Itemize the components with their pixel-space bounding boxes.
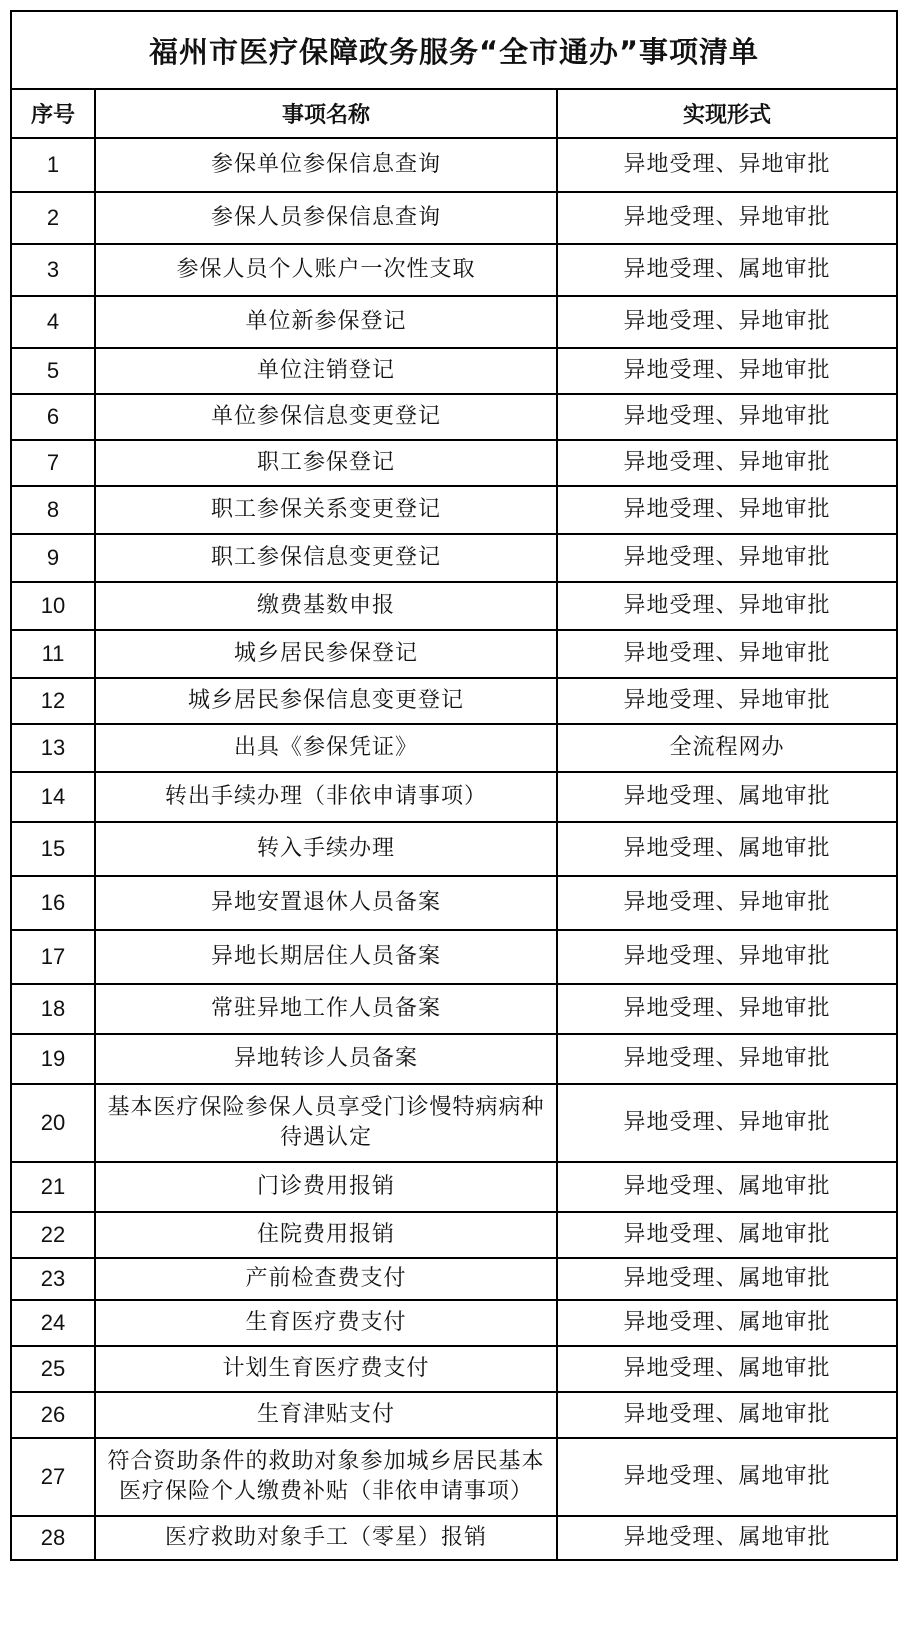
table-row [11, 394, 897, 440]
service-list-table [10, 10, 898, 1561]
row-form: 异地受理、属地审批 [557, 244, 897, 296]
row-index: 19 [11, 1034, 95, 1084]
row-item-name: 城乡居民参保信息变更登记 [95, 678, 557, 724]
row-item-name: 医疗救助对象手工（零星）报销 [95, 1516, 557, 1560]
row-form: 异地受理、属地审批 [557, 1346, 897, 1392]
table-row [11, 1392, 897, 1438]
row-item-name: 职工参保登记 [95, 440, 557, 486]
row-form: 异地受理、属地审批 [557, 1392, 897, 1438]
row-item-name: 计划生育医疗费支付 [95, 1346, 557, 1392]
table-row [11, 138, 897, 192]
row-form: 异地受理、异地审批 [557, 1084, 897, 1162]
row-index: 25 [11, 1346, 95, 1392]
row-index: 3 [11, 244, 95, 296]
row-item-name: 单位参保信息变更登记 [95, 394, 557, 440]
table-row [11, 630, 897, 678]
row-index: 11 [11, 630, 95, 678]
row-item-name: 单位新参保登记 [95, 296, 557, 348]
table-row [11, 822, 897, 876]
row-item-name: 住院费用报销 [95, 1212, 557, 1258]
row-index: 17 [11, 930, 95, 984]
row-item-name: 职工参保信息变更登记 [95, 534, 557, 582]
row-item-name: 异地长期居住人员备案 [95, 930, 557, 984]
row-form: 异地受理、异地审批 [557, 534, 897, 582]
row-form: 异地受理、异地审批 [557, 582, 897, 630]
table-row [11, 440, 897, 486]
row-form: 异地受理、异地审批 [557, 348, 897, 394]
row-item-name: 参保人员参保信息查询 [95, 192, 557, 244]
row-index: 21 [11, 1162, 95, 1212]
table-row [11, 724, 897, 772]
row-form: 异地受理、异地审批 [557, 984, 897, 1034]
row-form: 异地受理、异地审批 [557, 296, 897, 348]
row-index: 27 [11, 1438, 95, 1516]
table-title: 福州市医疗保障政务服务“全市通办”事项清单 [11, 11, 897, 89]
table-row [11, 876, 897, 930]
row-form: 异地受理、异地审批 [557, 192, 897, 244]
row-index: 8 [11, 486, 95, 534]
table-row [11, 1084, 897, 1162]
row-form: 异地受理、异地审批 [557, 394, 897, 440]
table-row [11, 582, 897, 630]
row-index: 5 [11, 348, 95, 394]
table-row [11, 1300, 897, 1346]
table-row [11, 486, 897, 534]
row-form: 异地受理、属地审批 [557, 1300, 897, 1346]
row-form: 异地受理、属地审批 [557, 1162, 897, 1212]
table-body [11, 138, 897, 1560]
row-item-name: 参保人员个人账户一次性支取 [95, 244, 557, 296]
table-row [11, 192, 897, 244]
row-item-name: 异地安置退休人员备案 [95, 876, 557, 930]
row-item-name: 符合资助条件的救助对象参加城乡居民基本医疗保险个人缴费补贴（非依申请事项） [95, 1438, 557, 1516]
row-form: 异地受理、异地审批 [557, 138, 897, 192]
row-form: 异地受理、属地审批 [557, 822, 897, 876]
row-item-name: 缴费基数申报 [95, 582, 557, 630]
table-row [11, 348, 897, 394]
row-item-name: 单位注销登记 [95, 348, 557, 394]
header-index: 序号 [11, 89, 95, 138]
table-row [11, 1162, 897, 1212]
row-index: 20 [11, 1084, 95, 1162]
row-item-name: 常驻异地工作人员备案 [95, 984, 557, 1034]
row-index: 9 [11, 534, 95, 582]
row-form: 异地受理、异地审批 [557, 678, 897, 724]
table-row [11, 1034, 897, 1084]
table-row [11, 534, 897, 582]
row-item-name: 转出手续办理（非依申请事项） [95, 772, 557, 822]
table-row [11, 984, 897, 1034]
row-index: 12 [11, 678, 95, 724]
row-index: 28 [11, 1516, 95, 1560]
table-row [11, 244, 897, 296]
table-row [11, 1438, 897, 1516]
row-item-name: 职工参保关系变更登记 [95, 486, 557, 534]
row-form: 异地受理、异地审批 [557, 486, 897, 534]
row-index: 6 [11, 394, 95, 440]
row-item-name: 城乡居民参保登记 [95, 630, 557, 678]
row-index: 22 [11, 1212, 95, 1258]
row-item-name: 参保单位参保信息查询 [95, 138, 557, 192]
row-item-name: 异地转诊人员备案 [95, 1034, 557, 1084]
row-index: 7 [11, 440, 95, 486]
row-index: 23 [11, 1258, 95, 1300]
row-index: 13 [11, 724, 95, 772]
row-index: 4 [11, 296, 95, 348]
row-form: 异地受理、异地审批 [557, 930, 897, 984]
row-item-name: 产前检查费支付 [95, 1258, 557, 1300]
row-form: 异地受理、异地审批 [557, 876, 897, 930]
row-item-name: 门诊费用报销 [95, 1162, 557, 1212]
table-row [11, 1346, 897, 1392]
header-form: 实现形式 [557, 89, 897, 138]
row-index: 2 [11, 192, 95, 244]
row-item-name: 转入手续办理 [95, 822, 557, 876]
row-index: 16 [11, 876, 95, 930]
document-sheet [10, 10, 896, 1561]
row-index: 26 [11, 1392, 95, 1438]
row-index: 14 [11, 772, 95, 822]
row-item-name: 基本医疗保险参保人员享受门诊慢特病病种待遇认定 [95, 1084, 557, 1162]
row-form: 异地受理、属地审批 [557, 1438, 897, 1516]
table-row [11, 930, 897, 984]
header-name: 事项名称 [95, 89, 557, 138]
table-row [11, 296, 897, 348]
table-row [11, 1258, 897, 1300]
table-row [11, 678, 897, 724]
row-index: 15 [11, 822, 95, 876]
table-row [11, 1212, 897, 1258]
row-index: 10 [11, 582, 95, 630]
row-form: 异地受理、属地审批 [557, 1212, 897, 1258]
row-form: 异地受理、异地审批 [557, 440, 897, 486]
row-form: 异地受理、属地审批 [557, 772, 897, 822]
row-item-name: 出具《参保凭证》 [95, 724, 557, 772]
table-row [11, 1516, 897, 1560]
row-index: 1 [11, 138, 95, 192]
row-form: 异地受理、属地审批 [557, 1516, 897, 1560]
row-index: 18 [11, 984, 95, 1034]
row-form: 异地受理、异地审批 [557, 630, 897, 678]
row-index: 24 [11, 1300, 95, 1346]
row-item-name: 生育医疗费支付 [95, 1300, 557, 1346]
table-row [11, 772, 897, 822]
row-form: 异地受理、异地审批 [557, 1034, 897, 1084]
row-item-name: 生育津贴支付 [95, 1392, 557, 1438]
row-form: 异地受理、属地审批 [557, 1258, 897, 1300]
row-form: 全流程网办 [557, 724, 897, 772]
